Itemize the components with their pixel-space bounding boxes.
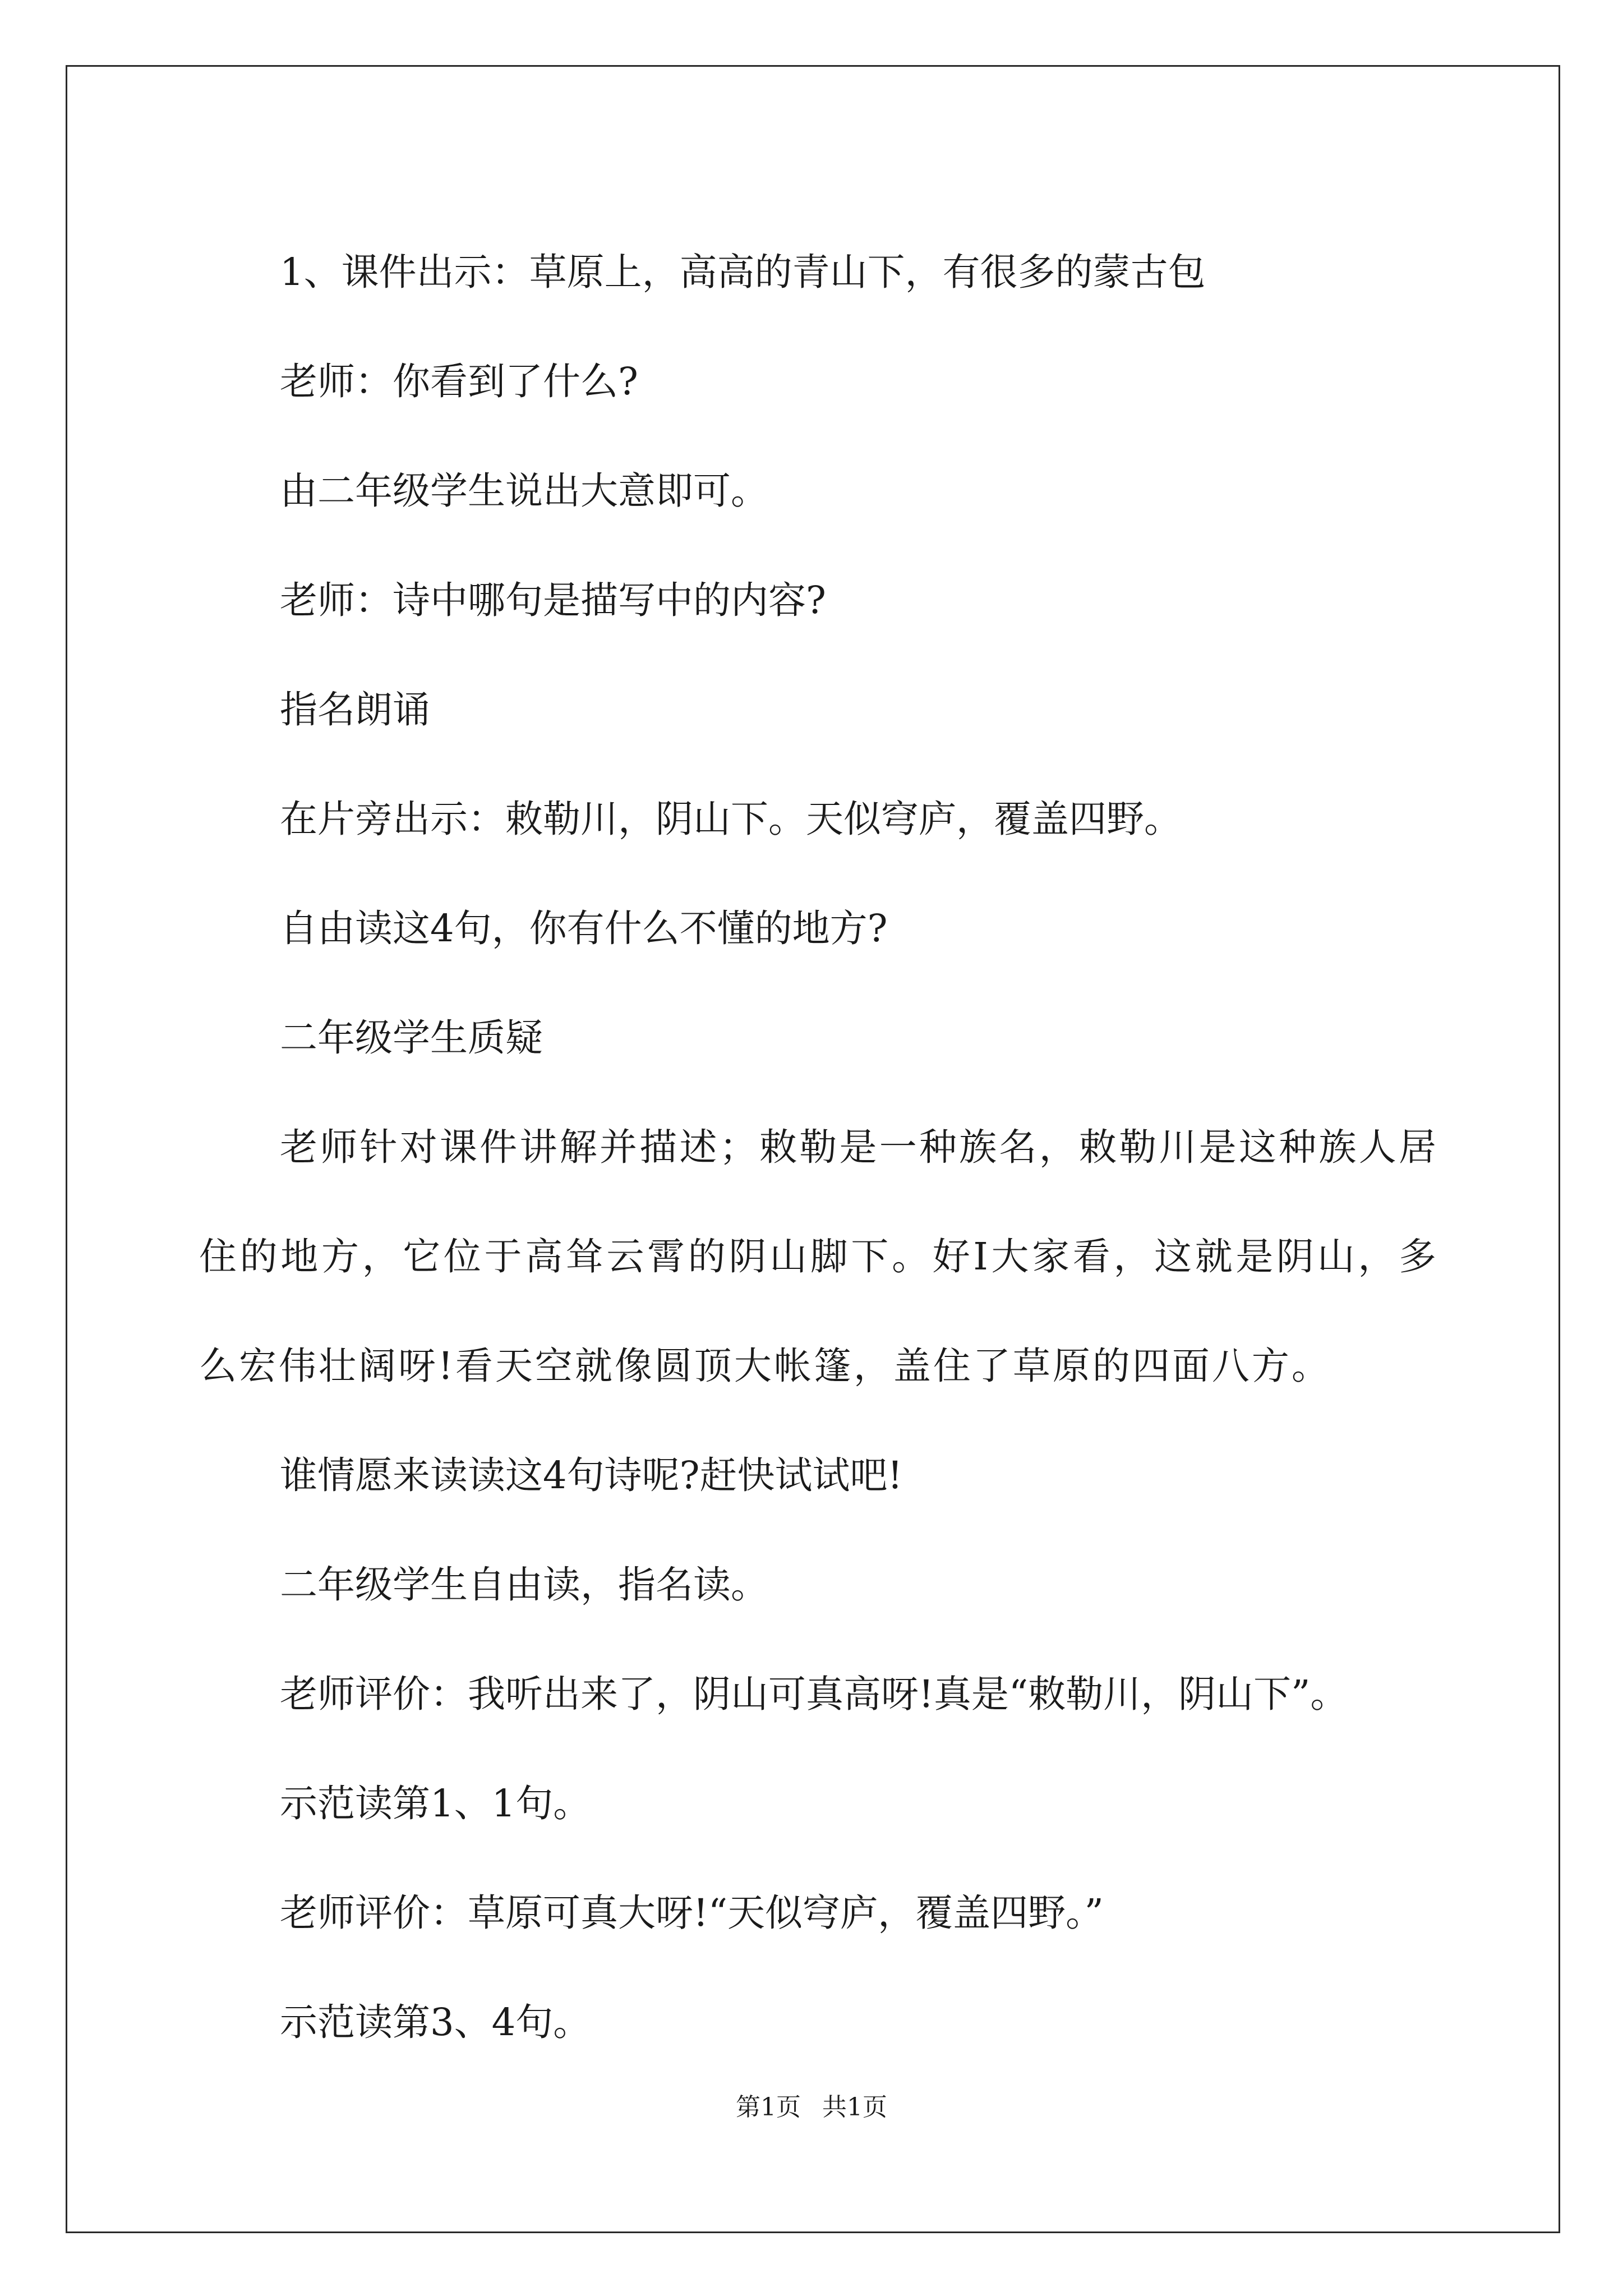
paragraph: 谁情愿来读读这4句诗呢?赶快试试吧! [280, 1453, 903, 1497]
page-number-total: 共1页 [822, 2093, 887, 2122]
paragraph: 二年级学生质疑 [280, 1016, 543, 1060]
paragraph: 老师评价：草原可真大呀!“天似穹庐，覆盖四野。” [280, 1891, 1104, 1935]
page-number-current: 第1页 [736, 2093, 801, 2122]
paragraph: 老师：诗中哪句是描写中的内容? [280, 578, 826, 622]
paragraph: 示范读第1、1句。 [280, 1782, 591, 1825]
paragraph: 示范读第3、4句。 [280, 2000, 591, 2044]
paragraph: 老师针对课件讲解并描述；敕勒是一种族名，敕勒川是这种族人居住的地方，它位于高耸云霄的阴山脚下。好Ⅰ大家看，这就是阴山，多么宏伟壮阔呀!看天空就像圆顶大帐篷，盖住了草原的四面八方。 [199, 1125, 1438, 1388]
paragraph: 老师：你看到了什么? [280, 360, 638, 403]
paragraph: 指名朗诵 [280, 688, 430, 731]
document-body [199, 218, 1438, 2077]
paragraph: 由二年级学生说出大意即可。 [280, 469, 768, 513]
paragraph: 二年级学生自由读，指名读。 [280, 1563, 768, 1607]
paragraph: 1、课件出示：草原上，高高的青山下，有很多的蒙古包 [280, 250, 1206, 294]
paragraph: 自由读这4句，你有什么不懂的地方? [280, 907, 888, 950]
paragraph: 在片旁出示：敕勒川，阴山下。天似穹庐，覆盖四野。 [280, 797, 1182, 841]
page-footer [0, 2087, 1623, 2123]
paragraph: 老师评价：我听出来了，阴山可真高呀!真是“敕勒川，阴山下”。 [280, 1672, 1348, 1716]
